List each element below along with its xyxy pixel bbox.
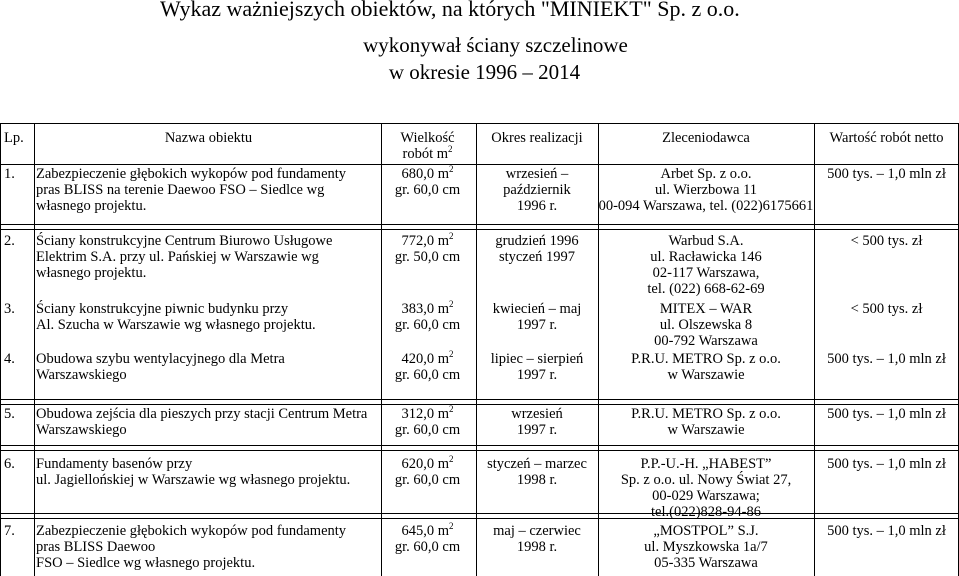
- object-name: [36, 233, 381, 281]
- work-size: [375, 523, 480, 555]
- client-line: Arbet Sp. z o.o.: [660, 166, 752, 182]
- row-number: 6.: [4, 456, 15, 472]
- client: [598, 351, 814, 383]
- realization-period: [476, 166, 598, 214]
- object-name: [36, 456, 381, 488]
- client: [598, 233, 814, 297]
- work-size: [375, 456, 480, 488]
- work-size: [375, 301, 480, 333]
- work-area: 680,0 $m^2$: [401, 164, 454, 182]
- client: [598, 523, 814, 571]
- client-line: ul. Wierzbowa 11: [654, 182, 758, 198]
- client-line: „MOSTPOL” S.J.: [653, 523, 759, 539]
- net-value: 500 tys. – 1,0 mln zł: [827, 351, 946, 367]
- client-line: 00-029 Warszawa;: [652, 488, 760, 504]
- realization-period-line: 1996 r.: [516, 198, 558, 214]
- row-number: 7.: [4, 523, 15, 539]
- realization-period-line: styczeń 1997: [498, 249, 576, 265]
- work-area: 312,0 $m^2$: [401, 404, 454, 422]
- realization-period: [476, 456, 598, 488]
- header-period: Okres realizacji: [491, 130, 583, 146]
- client-line: ul. Myszkowska 1a/7: [644, 539, 768, 555]
- client-line: P.R.U. METRO Sp. z o.o.: [631, 406, 781, 422]
- work-area: 645,0 $m^2$: [401, 521, 454, 539]
- header-lp: Lp.: [4, 130, 24, 146]
- row-number: 1.: [4, 166, 15, 182]
- client-line: P.R.U. METRO Sp. z o.o.: [631, 351, 781, 367]
- realization-period-line: 1997 r.: [516, 422, 558, 438]
- object-name: [36, 523, 381, 571]
- object-name: [36, 406, 381, 438]
- header-rule: [0, 164, 959, 165]
- row-rule: [0, 399, 959, 400]
- net-value: 500 tys. – 1,0 mln zł: [827, 456, 946, 472]
- row-rule: [0, 224, 959, 225]
- header-size: [375, 130, 480, 162]
- object-name-line: ul. Jagiellońskiej w Warszawie wg własnego projektu.: [36, 472, 351, 488]
- realization-period: [476, 406, 598, 438]
- realization-period: [476, 301, 598, 333]
- realization-period-line: 1998 r.: [516, 472, 558, 488]
- wall-thickness: gr. 60,0 cm: [394, 472, 461, 488]
- object-name: [36, 166, 381, 214]
- work-area: 420,0 $m^2$: [401, 349, 454, 367]
- client-line: tel.(022)828-94-86: [651, 504, 761, 520]
- row-rule: [0, 450, 959, 451]
- realization-period: [476, 523, 598, 555]
- object-name-line: własnego projektu.: [36, 265, 147, 281]
- client: [598, 456, 814, 520]
- header-size-line1: Wielkość: [400, 130, 455, 146]
- realization-period-line: 1998 r.: [516, 539, 558, 555]
- object-name-line: Ściany konstrukcyjne Centrum Biurowo Usługowe: [36, 233, 333, 249]
- client-line: 00-792 Warszawa: [654, 333, 758, 349]
- client-line: P.P.-U.-H. „HABEST”: [640, 456, 772, 472]
- row-rule: [0, 229, 959, 230]
- client-line: MITEX – WAR: [659, 301, 753, 317]
- client-line: tel. (022) 668-62-69: [647, 281, 765, 297]
- realization-period-line: 1997 r.: [516, 317, 558, 333]
- client-line: 02-117 Warszawa,: [652, 265, 760, 281]
- net-value: 500 tys. – 1,0 mln zł: [827, 166, 946, 182]
- object-name-line: Obudowa zejścia dla pieszych przy stacji Centrum Metra: [36, 406, 368, 422]
- work-size: [375, 166, 480, 198]
- row-number: 2.: [4, 233, 15, 249]
- net-value: 500 tys. – 1,0 mln zł: [827, 406, 946, 422]
- realization-period-line: wrzesień –: [505, 166, 569, 182]
- object-name-line: pras BLISS na terenie Daewoo FSO – Siedlce wg: [36, 182, 325, 198]
- client-line: ul. Racławicka 146: [650, 249, 762, 265]
- wall-thickness: gr. 60,0 cm: [394, 539, 461, 555]
- client-line: w Warszawie: [667, 422, 745, 438]
- client-line: Sp. z o.o. ul. Nowy Świat 27,: [620, 472, 792, 488]
- object-name-line: własnego projektu.: [36, 198, 147, 214]
- object-name-line: Elektrim S.A. przy ul. Pańskiej w Warszawie wg: [36, 249, 319, 265]
- object-name-line: Obudowa szybu wentylacyjnego dla Metra: [36, 351, 285, 367]
- client-line: w Warszawie: [667, 367, 745, 383]
- realization-period-line: styczeń – marzec: [487, 456, 587, 472]
- header-size-line2: robót $m^2$: [402, 144, 453, 162]
- realization-period: [476, 233, 598, 265]
- wall-thickness: gr. 60,0 cm: [394, 367, 461, 383]
- row-rule: [0, 404, 959, 405]
- work-area: 620,0 $m^2$: [401, 454, 454, 472]
- wall-thickness: gr. 50,0 cm: [394, 249, 461, 265]
- object-name-line: Ściany konstrukcyjne piwnic budynku przy: [36, 301, 289, 317]
- header-value: Wartość robót netto: [829, 130, 944, 146]
- object-name-line: FSO – Siedlce wg własnego projektu.: [36, 555, 256, 571]
- net-value: < 500 tys. zł: [850, 233, 923, 249]
- subtitle-line-1: wykonywał ściany szczelinowe: [363, 33, 628, 57]
- page-title: Wykaz ważniejszych obiektów, na których "MINIEKT" Sp. z o.o.: [160, 0, 740, 21]
- net-value: 500 tys. – 1,0 mln zł: [827, 523, 946, 539]
- client: [598, 166, 814, 214]
- row-number: 3.: [4, 301, 15, 317]
- work-area: 383,0 $m^2$: [401, 299, 454, 317]
- row-rule: [0, 513, 959, 514]
- work-size: [375, 233, 480, 265]
- work-size: [375, 351, 480, 383]
- row-rule: [0, 445, 959, 446]
- header-name: Nazwa obiektu: [164, 130, 253, 146]
- client: [598, 301, 814, 349]
- row-number: 4.: [4, 351, 15, 367]
- column-rule: [814, 123, 815, 576]
- realization-period-line: wrzesień: [511, 406, 563, 422]
- subtitle-line-2: w okresie 1996 – 2014: [388, 60, 581, 84]
- header-client: Zleceniodawca: [662, 130, 750, 146]
- client-line: 00-094 Warszawa, tel. (022)6175661: [598, 198, 814, 214]
- realization-period-line: kwiecień – maj: [492, 301, 582, 317]
- object-name-line: Zabezpieczenie głębokich wykopów pod fundamenty: [36, 166, 347, 182]
- realization-period-line: lipiec – sierpień: [490, 351, 584, 367]
- client-line: 05-335 Warszawa: [654, 555, 758, 571]
- client-line: Warbud S.A.: [668, 233, 744, 249]
- realization-period-line: 1997 r.: [516, 367, 558, 383]
- work-area: 772,0 $m^2$: [401, 231, 454, 249]
- realization-period: [476, 351, 598, 383]
- object-name-line: Al. Szucha w Warszawie wg własnego projektu.: [36, 317, 316, 333]
- wall-thickness: gr. 60,0 cm: [394, 182, 461, 198]
- row-number: 5.: [4, 406, 15, 422]
- client: [598, 406, 814, 438]
- object-name-line: Warszawskiego: [36, 422, 127, 438]
- realization-period-line: grudzień 1996: [495, 233, 579, 249]
- work-size: [375, 406, 480, 438]
- object-name-line: Zabezpieczenie głębokich wykopów pod fundamenty: [36, 523, 347, 539]
- object-name-line: Warszawskiego: [36, 367, 127, 383]
- realization-period-line: maj – czerwiec: [493, 523, 581, 539]
- object-name: [36, 301, 381, 333]
- object-name: [36, 351, 381, 383]
- wall-thickness: gr. 60,0 cm: [394, 317, 461, 333]
- net-value: < 500 tys. zł: [850, 301, 923, 317]
- object-name-line: Fundamenty basenów przy: [36, 456, 193, 472]
- column-rule: [34, 123, 35, 576]
- object-name-line: pras BLISS Daewoo: [36, 539, 156, 555]
- client-line: ul. Olszewska 8: [659, 317, 753, 333]
- wall-thickness: gr. 60,0 cm: [394, 422, 461, 438]
- realization-period-line: październik: [503, 182, 571, 198]
- row-rule: [0, 518, 959, 519]
